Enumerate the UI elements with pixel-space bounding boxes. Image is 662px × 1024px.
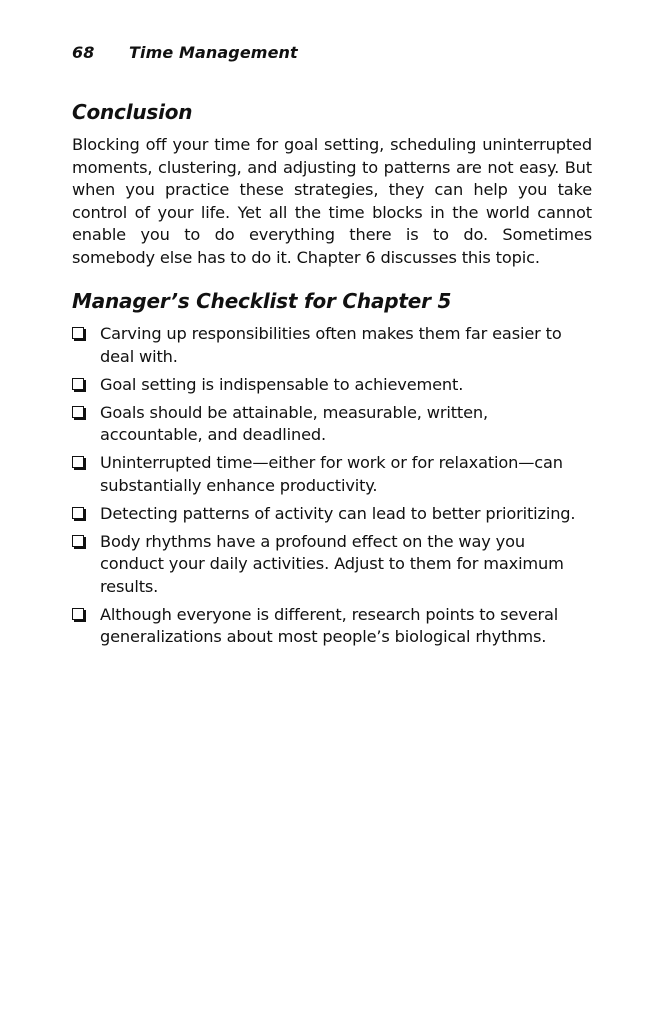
checklist-item — [72, 323, 592, 368]
checklist-item — [72, 402, 592, 447]
running-title: Time Management — [129, 43, 298, 62]
page-number: 68 — [72, 43, 95, 62]
checkbox-icon — [72, 507, 84, 519]
checklist-item-text: Carving up responsibilities often makes them far easier to deal with. — [100, 324, 562, 366]
checklist-item — [72, 452, 592, 497]
checklist-item — [72, 531, 592, 599]
running-header — [72, 43, 298, 62]
conclusion-heading: Conclusion — [72, 100, 193, 124]
checklist-item-text: Although everyone is different, research points to several generalizations about most people’s biological rhythms. — [100, 604, 559, 646]
conclusion-paragraph: Blocking off your time for goal setting, scheduling uninterrupted moments, clustering, and adjusting to patterns are not easy. But when you practice these strategies, they can help you take control of your life. Yet all the time blocks in the world cannot enable you to do everything there is to do. Sometimes somebody else has to do it. Chapter 6 discusses this topic. — [72, 135, 592, 267]
checklist-item-text: Detecting patterns of activity can lead to better prioritizing. — [100, 503, 576, 523]
checklist-item — [72, 604, 592, 649]
checklist-item-text: Goals should be attainable, measurable, written, accountable, and deadlined. — [100, 402, 489, 444]
checklist-item-text: Uninterrupted time—either for work or for relaxation—can substantially enhance productivity. — [100, 453, 563, 495]
checklist-item — [72, 374, 592, 397]
checklist-item-text: Body rhythms have a profound effect on the way you conduct your daily activities. Adjust to them for maximum results. — [100, 531, 564, 596]
checklist-item — [72, 503, 592, 526]
checkbox-icon — [72, 608, 84, 620]
checkbox-icon — [72, 406, 84, 418]
checkbox-icon — [72, 456, 84, 468]
checklist-heading: Manager’s Checklist for Chapter 5 — [72, 289, 452, 313]
checkbox-icon — [72, 327, 84, 339]
checklist — [72, 323, 592, 654]
checkbox-icon — [72, 378, 84, 390]
checklist-item-text: Goal setting is indispensable to achievement. — [100, 374, 464, 394]
checkbox-icon — [72, 535, 84, 547]
